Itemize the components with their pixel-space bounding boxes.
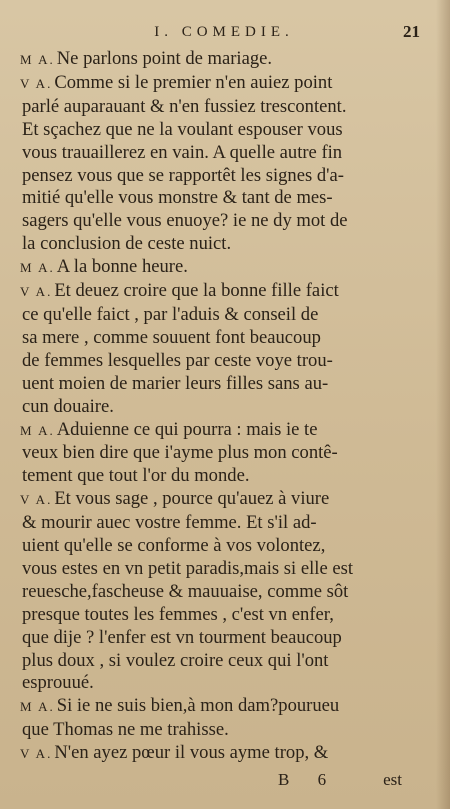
line-text: uient qu'elle se conforme à vos volontez, [22, 535, 326, 557]
text-line [20, 96, 428, 119]
line-text: la conclusion de ceste nuict. [22, 233, 232, 255]
text-line [20, 142, 428, 165]
text-line [20, 48, 428, 72]
line-text: que Thomas ne me trahisse. [22, 719, 229, 741]
text-line [20, 512, 428, 535]
line-text: vous estes en vn petit paradis,mais si elle est [22, 557, 354, 579]
speaker-label: M A. [20, 699, 55, 715]
text-line [20, 535, 428, 558]
signature-mark: B 6 [278, 770, 339, 790]
text-line [20, 210, 428, 233]
text-line [20, 719, 428, 742]
line-text: mitié qu'elle vous monstre & tant de mes- [22, 187, 333, 209]
line-text: parlé auparauant & n'en fussiez trescontent. [22, 95, 347, 117]
line-text: sa mere , comme souuent font beaucoup [22, 326, 321, 348]
line-text: presque toutes les femmes , c'est vn enfer, [22, 603, 334, 625]
line-text: sagers qu'elle vous enuoye? ie ne dy mot de [22, 210, 348, 232]
speaker-label: V A. [20, 746, 53, 762]
line-text: que dije ? l'enfer est vn tourment beaucoup [22, 626, 342, 648]
text-line [20, 604, 428, 627]
line-text: Ne parlons point de mariage. [56, 48, 273, 69]
text-line [20, 650, 428, 673]
text-line [20, 442, 428, 465]
line-text: Comme si le premier n'en auiez point [54, 71, 333, 93]
line-text: de femmes lesquelles par ceste voye trou- [22, 349, 333, 371]
text-line [20, 187, 428, 210]
line-text: tement que tout l'or du monde. [22, 465, 250, 487]
text-line [20, 695, 428, 719]
line-text: Et deuez croire que la bonne fille faict [54, 280, 339, 302]
line-text: esprouué. [22, 672, 94, 694]
line-text: Si ie ne suis bien,à mon dam?pourueu [56, 695, 340, 717]
text-line [20, 280, 428, 304]
line-text: Aduienne ce qui pourra : mais ie te [56, 418, 318, 440]
line-text: A la bonne heure. [56, 256, 188, 278]
text-line [20, 327, 428, 350]
text-line [20, 581, 428, 604]
speaker-label: M A. [20, 52, 55, 67]
speaker-label: M A. [20, 260, 55, 276]
line-text: uent moien de marier leurs filles sans au- [22, 372, 329, 394]
text-line [20, 488, 428, 512]
text-line [20, 627, 428, 650]
page-header [20, 22, 428, 46]
text-line [20, 72, 428, 96]
page-number: 21 [403, 22, 420, 41]
dialogue-text [20, 48, 428, 766]
line-text: Et vous sage , pource qu'auez à viure [54, 488, 330, 510]
text-line [20, 396, 428, 419]
catchword: est [383, 770, 402, 790]
running-title: I. COMEDIE. [154, 24, 294, 40]
text-line [20, 304, 428, 327]
text-line [20, 465, 428, 488]
text-line [20, 256, 428, 280]
text-line [20, 350, 428, 373]
speaker-label: V A. [20, 492, 53, 508]
line-text: plus doux , si voulez croire ceux qui l'ont [22, 649, 329, 671]
text-line [20, 419, 428, 443]
text-line [20, 558, 428, 581]
line-text: ce qu'elle faict , par l'aduis & conseil de [22, 303, 319, 325]
line-text: N'en ayez pœur il vous ayme trop, & [54, 742, 329, 764]
line-text: vous trauaillerez en vain. A quelle autre fin [22, 141, 343, 163]
text-line [20, 373, 428, 396]
speaker-label: M A. [20, 422, 55, 438]
line-text: reuesche,fascheuse & mauuaise, comme sôt [22, 580, 349, 602]
line-text: pensez vous que se rapportêt les signes d'a- [22, 164, 344, 186]
page-footer [20, 768, 428, 794]
text-line [20, 233, 428, 256]
text-line [20, 165, 428, 188]
text-line [20, 119, 428, 142]
text-line [20, 742, 428, 766]
speaker-label: V A. [20, 75, 53, 91]
line-text: Et sçachez que ne la voulant espouser vous [22, 118, 343, 140]
line-text: & mourir auec vostre femme. Et s'il ad- [22, 512, 317, 534]
text-line [20, 672, 428, 695]
line-text: cun douaire. [22, 395, 114, 417]
line-text: veux bien dire que i'ayme plus mon contê- [22, 442, 338, 464]
speaker-label: V A. [20, 284, 53, 300]
